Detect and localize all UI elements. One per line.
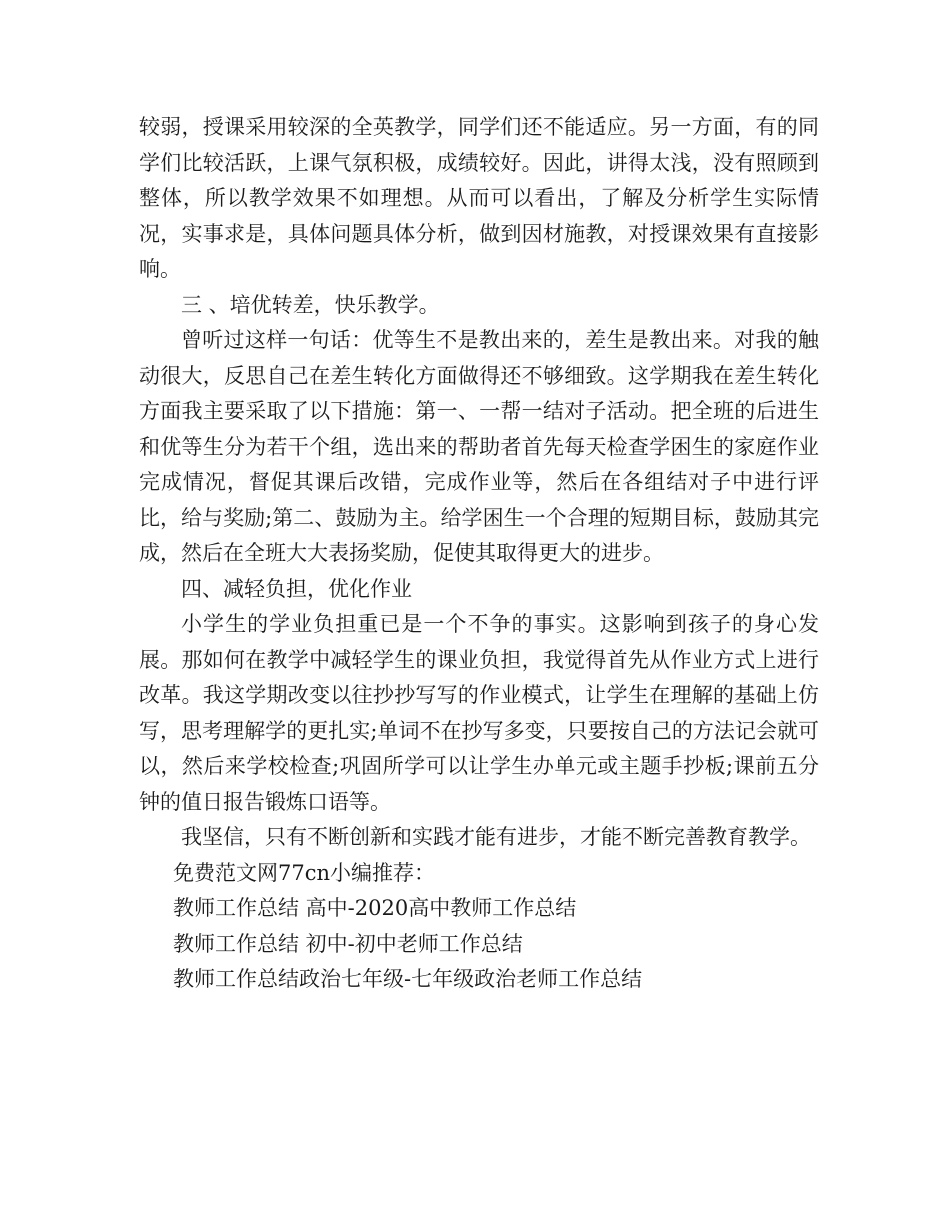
recommend-link-2[interactable]: 教师工作总结 初中-初中老师工作总结 bbox=[173, 931, 523, 956]
paragraph-section-3: 曾听过这样一句话：优等生不是教出来的，差生是教出来。对我的触动很大，反思自己在差生转化方面做得还不够细致。这学期我在差生转化方面我主要采取了以下措施：第一、一帮一结对子活动。把全班的后进生和优等生分为若干个组，选出来的帮助者首先每天检查学困生的家庭作业完成情况，督促其课后改错，完成作业等，然后在各组结对子中进行评比，给与奖励;第二、鼓励为主。给学困生一个合理的短期目标，鼓励其完成，然后在全班大大表扬奖励，促使其取得更大的进步。 bbox=[139, 328, 819, 565]
section-heading-4: 四、减轻负担，优化作业 bbox=[181, 576, 412, 601]
recommend-intro: 免费范文网77cn小编推荐： bbox=[173, 860, 436, 885]
recommend-link-1[interactable]: 教师工作总结 高中-2020高中教师工作总结 bbox=[173, 896, 577, 920]
paragraph-continued: 较弱，授课采用较深的全英教学，同学们还不能适应。另一方面，有的同学们比较活跃，上课气氛积极，成绩较好。因此，讲得太浅，没有照顾到整体，所以教学效果不如理想。从而可以看出，了解及分析学生实际情况，实事求是，具体问题具体分析，做到因材施教，对授课效果有直接影响。 bbox=[139, 115, 819, 281]
paragraph-conclusion: 我坚信，只有不断创新和实践才能有进步，才能不断完善教育教学。 bbox=[181, 825, 811, 849]
paragraph-section-4: 小学生的学业负担重已是一个不争的事实。这影响到孩子的身心发展。那如何在教学中减轻学生的课业负担，我觉得首先从作业方式上进行改革。我这学期改变以往抄抄写写的作业模式，让学生在理解的基础上仿写，思考理解学的更扎实;单词不在抄写多变，只要按自己的方法记会就可以，然后来学校检查;巩固所学可以让学生办单元或主题手抄板;课前五分钟的值日报告锻炼口语等。 bbox=[139, 612, 819, 814]
recommend-link-3[interactable]: 教师工作总结政治七年级-七年级政治老师工作总结 bbox=[173, 967, 643, 991]
section-heading-3: 三 、培优转差，快乐教学。 bbox=[181, 292, 440, 317]
document-body bbox=[139, 110, 819, 998]
